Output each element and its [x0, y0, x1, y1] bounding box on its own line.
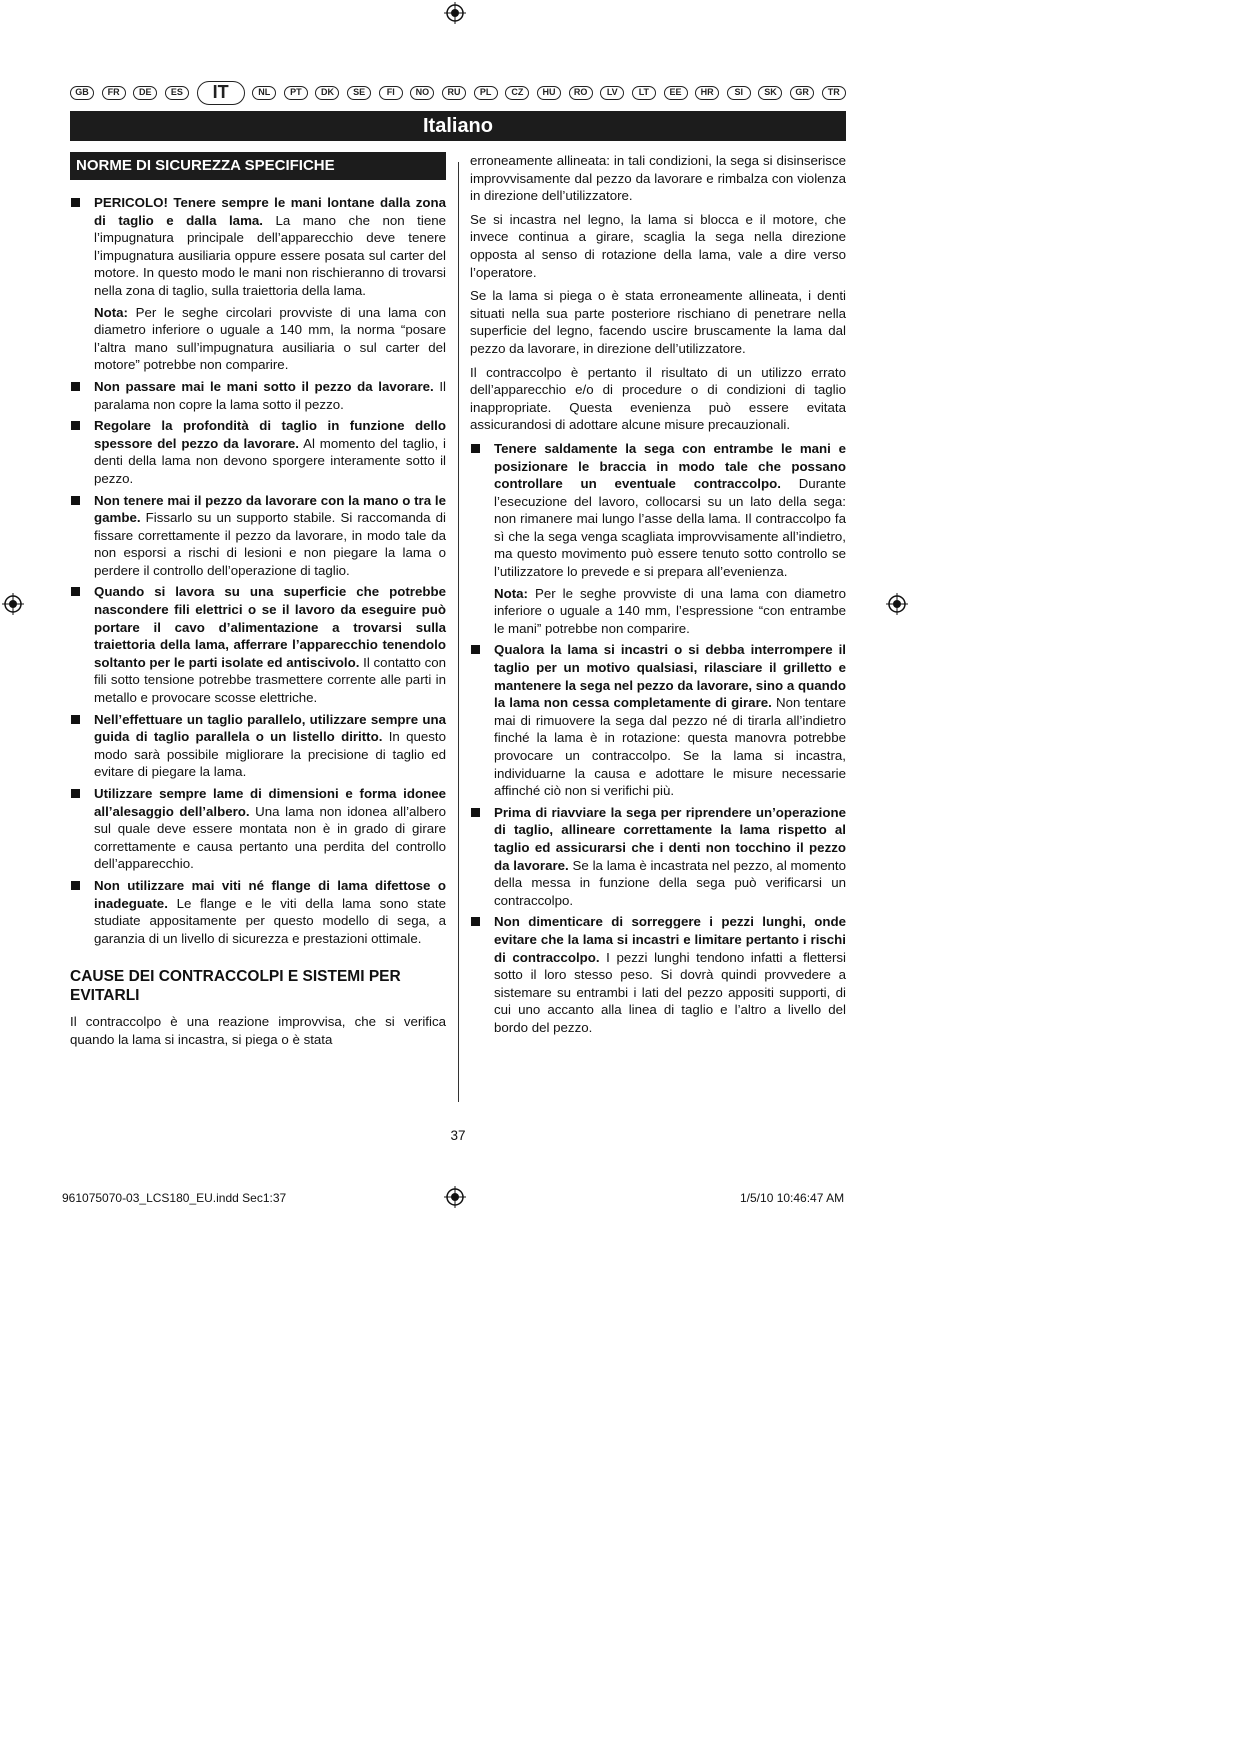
item-bold: PERICOLO! Tenere sempre le mani lontane dalla zona di taglio e dalla lama.: [94, 195, 446, 228]
item-bold: Qualora la lama si incastri o si debba interrompere il taglio per un motivo qualsiasi, rilasciare il grilletto e mantenere la sega nel pezzo da lavorare, sino a quando la lama non cessa completamente di girare.: [494, 642, 846, 711]
list-item: [470, 804, 846, 910]
item-text: La mano che non tiene l’impugnatura principale dell’apparecchio deve tenere l’impugnatura ausiliaria oppure essere posata sul carter del motore. In questo modo le mani non rischieranno di trovarsi nella zona di taglio, sulla traiettoria della lama.: [94, 212, 447, 298]
lang-it[interactable]: IT: [197, 81, 245, 105]
bullet-square-icon: [71, 715, 80, 724]
list-item: [70, 711, 446, 781]
lang-hu[interactable]: HU: [537, 86, 561, 100]
lang-se[interactable]: SE: [347, 86, 371, 100]
registration-mark-icon: [444, 2, 466, 24]
item-bold: Quando si lavora su una superficie che potrebbe nascondere fili elettrici o se il lavoro da eseguire può portare il cavo d’alimentazione a trovarsi sulla traiettoria della lama, afferrare l’apparecchio tenendolo soltanto per le parti isolate ed antiscivolo.: [94, 584, 446, 670]
column-divider: [458, 162, 459, 1102]
page-title: Italiano: [70, 111, 846, 141]
list-item: [470, 913, 846, 1036]
lang-de[interactable]: DE: [133, 86, 157, 100]
bullet-square-icon: [71, 198, 80, 207]
registration-mark-icon: [2, 593, 24, 615]
item-text: Se la lama è incastrata nel pezzo, al momento della messa in funzione della sega può verificarsi un contraccolpo.: [494, 857, 846, 908]
item-text: Il contatto con fili sotto tensione potrebbe trasmettere corrente alle parti in metallo e provocare scosse elettriche.: [94, 654, 447, 706]
bullet-square-icon: [71, 382, 80, 391]
bullet-square-icon: [471, 444, 480, 453]
item-text: Una lama non idonea all’albero sul quale deve essere montata non è in grado di girare correttamente e causa pertanto una perdita del controllo dell’apparecchio.: [94, 803, 446, 872]
lang-cz[interactable]: CZ: [505, 86, 529, 100]
item-bold: Prima di riavviare la sega per riprendere un’operazione di taglio, allineare correttamente la lama rispetto al taglio ed assicurarsi che i denti non tocchino il pezzo da lavorare.: [494, 804, 846, 873]
item-text: In questo modo sarà possibile migliorare la precisione di taglio ed evitare di piegare la lama.: [94, 729, 446, 780]
body-paragraph: Se si incastra nel legno, la lama si blocca e il motore, che invece continua a girare, scaglia la sega nella direzione opposta al senso di rotazione della lama, vale a dire verso l’operatore.: [470, 211, 846, 280]
item-bold: Tenere saldamente la sega con entrambe le mani e posizionare le braccia in modo tale che possano controllare un eventuale contraccolpo.: [494, 440, 846, 492]
lang-dk[interactable]: DK: [315, 86, 339, 100]
note-label: Nota:: [94, 304, 128, 320]
note-text: Per le seghe provviste di una lama con diametro inferiore o uguale a 140 mm, l’espressione “con entrambe le mani” potrebbe non comparire.: [494, 585, 846, 636]
lang-fr[interactable]: FR: [102, 86, 126, 100]
lang-ru[interactable]: RU: [442, 86, 466, 100]
registration-mark-icon: [886, 593, 908, 615]
bullet-square-icon: [471, 808, 480, 817]
lang-no[interactable]: NO: [410, 86, 434, 100]
safety-list: [70, 378, 446, 947]
item-bold: Non passare mai le mani sotto il pezzo da lavorare.: [94, 378, 434, 394]
body-paragraph: Se la lama si piega o è stata erroneamente allineata, i denti situati nella sua parte posteriore rischiano di penetrare nella superficie del legno, facendo uscire bruscamente la lama dal pezzo da lavorare, in direzione dell’utilizzatore.: [470, 288, 846, 356]
list-item: [70, 583, 446, 706]
section-heading-kickback: CAUSE DEI CONTRACCOLPI E SISTEMI PER EVITARLI: [70, 968, 401, 1005]
footer-date: 1/5/10 10:46:47 AM: [740, 1191, 845, 1205]
lang-es[interactable]: ES: [165, 86, 189, 100]
section-heading: NORME DI SICUREZZA SPECIFICHE: [70, 152, 446, 180]
item-bold: Utilizzare sempre lame di dimensioni e forma idonee all’alesaggio dell’albero.: [94, 786, 446, 819]
lang-gb[interactable]: GB: [70, 86, 94, 100]
bullet-square-icon: [71, 881, 80, 890]
list-item: [470, 641, 846, 799]
lang-gr[interactable]: GR: [790, 86, 814, 100]
kickback-list: [470, 641, 846, 1036]
registration-mark-icon: [444, 1186, 466, 1208]
footer-filename: 961075070-03_LCS180_EU.indd Sec1:37: [62, 1191, 287, 1205]
item-text: Non tentare mai di rimuovere la sega dal pezzo né di tirarla all’indietro finché la lama è in rotazione: questa manovra potrebbe provocare un contraccolpo. Se la lama si incastra, individuarne la causa e adottare le misure necessarie affinché ciò non si verifichi più.: [494, 695, 846, 799]
kickback-list: [470, 440, 846, 581]
list-item: [70, 378, 446, 413]
item-text: Le flange e le viti della lama sono state studiate appositamente per questo modello di sega, a garanzia di un livello di sicurezza e prestazioni ottimale.: [94, 895, 446, 946]
language-bar: [70, 81, 846, 105]
item-text: Al momento del taglio, i denti della lama non devono sporgere interamente sotto il pezzo.: [94, 435, 446, 486]
item-bold: Regolare la profondità di taglio in funzione dello spessore del pezzo da lavorare.: [94, 418, 446, 451]
lang-nl[interactable]: NL: [252, 86, 276, 100]
lang-hr[interactable]: HR: [695, 86, 719, 100]
lang-si[interactable]: SI: [727, 86, 751, 100]
list-item: [70, 785, 446, 873]
item-bold: Non utilizzare mai viti né flange di lama difettose o inadeguate.: [94, 877, 446, 911]
note-text: Per le seghe circolari provviste di una lama con diametro inferiore o uguale a 140 mm, la norma “posare l’altra mano sull’impugnatura ausiliaria o sul carter del motore” potrebbe non comparire.: [94, 304, 446, 373]
body-paragraph: Il contraccolpo è pertanto il risultato di un utilizzo errato dell’apparecchio e/o di procedure o di condizioni di taglio inappropriate. Questa evenienza può essere evitata assicurandosi di adottare alcune misure precauzionali.: [470, 364, 846, 433]
note-paragraph: [94, 304, 446, 374]
item-bold: Nell’effettuare un taglio parallelo, utilizzare sempre una guida di taglio parallela o un listello diritto.: [94, 711, 446, 745]
safety-list: [70, 194, 446, 300]
list-item: [70, 877, 446, 947]
list-item: [70, 492, 446, 580]
item-text: Fissarlo su un supporto stabile. Si raccomanda di fissare correttamente il pezzo da lavorare, in modo tale da non esporsi a rischi di lesioni e non piegare la lama o perdere il controllo dell’operazione di taglio.: [94, 510, 446, 578]
lang-pt[interactable]: PT: [284, 86, 308, 100]
left-column: [70, 152, 446, 1055]
page-number: 37: [450, 1128, 466, 1143]
lang-pl[interactable]: PL: [474, 86, 498, 100]
bullet-square-icon: [71, 496, 80, 505]
bullet-square-icon: [71, 421, 80, 430]
item-bold: Non dimenticare di sorreggere i pezzi lunghi, onde evitare che la lama si incastri e limitare pertanto i rischi di contraccolpo.: [494, 914, 846, 965]
body-paragraph: erroneamente allineata: in tali condizioni, la sega si disinserisce improvvisamente dal pezzo da lavorare e rimbalza con violenza in direzione dell’utilizzatore.: [470, 153, 846, 204]
bullet-square-icon: [71, 789, 80, 798]
bullet-square-icon: [71, 587, 80, 596]
right-column: [470, 152, 846, 1041]
item-bold: Non tenere mai il pezzo da lavorare con la mano o tra le gambe.: [94, 492, 446, 526]
lang-sk[interactable]: SK: [758, 86, 782, 100]
bullet-square-icon: [471, 917, 480, 926]
item-text: Il paralama non copre la lama sotto il pezzo.: [94, 378, 447, 412]
lang-ro[interactable]: RO: [569, 86, 593, 100]
list-item: [70, 194, 446, 300]
list-item: [70, 417, 446, 487]
lang-lv[interactable]: LV: [600, 86, 624, 100]
intro-paragraph: Il contraccolpo è una reazione improvvisa, che si verifica quando la lama si incastra, si piega o è stata: [70, 1014, 446, 1047]
lang-ee[interactable]: EE: [664, 86, 688, 100]
lang-fi[interactable]: FI: [379, 86, 403, 100]
list-item: [470, 440, 846, 581]
bullet-square-icon: [471, 645, 480, 654]
item-text: I pezzi lunghi tendono infatti a flettersi sotto il loro stesso peso. Si dovrà quindi provvedere a sistemare su entrambi i lati del pezzo appositi supporti, di cui uno accanto alla linea di taglio e l’altro a livello del bordo del pezzo.: [494, 949, 846, 1035]
item-text: Durante l’esecuzione del lavoro, collocarsi su un lato della sega: non rimanere mai lungo l’asse della lama. Il contraccolpo fa sì che la sega venga scagliata improvvisamente all’indietro, ma questo movimento può essere tenuto sotto controllo se l’utilizzatore lo prevede e si prepara all’evenienza.: [494, 476, 846, 580]
lang-tr[interactable]: TR: [822, 86, 846, 100]
lang-lt[interactable]: LT: [632, 86, 656, 100]
note-label: Nota:: [494, 585, 528, 601]
note-paragraph: [494, 585, 846, 638]
